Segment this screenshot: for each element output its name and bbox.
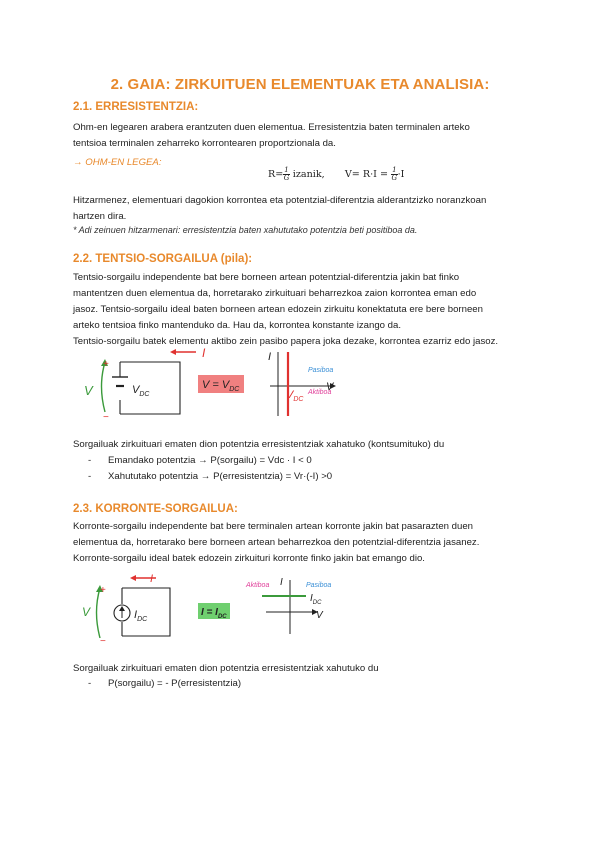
paragraph-line: Ohm-en legearen arabera erantzuten duen elementua. Erresistentzia baten terminalen arteko xyxy=(73,122,470,133)
list-item: - P(sorgailu) = - P(erresistentzia) xyxy=(88,678,242,689)
graph-bottom-labels xyxy=(280,382,380,404)
fraction-numerator: 1 xyxy=(284,166,289,174)
plus-sign: + xyxy=(103,359,109,370)
formula-part: R= xyxy=(268,169,284,180)
pasiboa-label: Pasiboa xyxy=(306,582,332,589)
page-title: 2. GAIA: ZIRKUITUEN ELEMENTUAK ETA ANALISIA: xyxy=(110,76,490,93)
paragraph-line: Korronte-sorgailu independente bat bere terminalen artean korronte jakin bat pasarazten duen xyxy=(73,521,474,532)
ohm-law-label: → OHM-EN LEGEA: xyxy=(73,157,162,168)
current-arrow-head xyxy=(170,349,176,355)
current-arrow-head xyxy=(130,575,136,581)
section-heading-tentsio-sorgailua: 2.2. TENTSIO-SORGAILUA (pila): xyxy=(73,253,253,265)
voltage-label: V xyxy=(84,383,93,398)
paragraph-line: hartzen dira. xyxy=(73,211,127,222)
plus-sign: + xyxy=(100,585,106,596)
voltage-source-figure xyxy=(70,342,390,423)
paragraph-line: Korronte-sorgailu ideal batek edozein zirkuituri korronte finko jakin bat emango dio. xyxy=(73,553,425,564)
minus-sign: − xyxy=(100,636,106,647)
paragraph-line: Tentsio-sorgailu batek elementu aktibo zein pasibo papera joka dezake, korrontea ezarriz edo jasoz. xyxy=(73,336,499,347)
paragraph-line: Sorgailuak zirkuituari ematen dion potentzia erresistentziak xahatuko (kontsumituko) du xyxy=(73,439,445,450)
paragraph-line: mantentzen duen elementua da, horretarako zirkuituari beharrezkoa zaion korrontea eman edo xyxy=(73,288,477,299)
fraction-denominator: G xyxy=(283,174,290,182)
graph-v-label: V xyxy=(326,381,334,393)
list-item-text: Emandako potentzia → P(sorgailu) = Vdc · I < 0 xyxy=(108,455,312,466)
list-item: - Xahututako potentzia → P(erresistentzia) = Vr·(-I) >0 xyxy=(88,471,333,482)
list-item-text: P(sorgailu) = - P(erresistentzia) xyxy=(108,678,242,689)
pasiboa-label: Pasiboa xyxy=(308,367,334,374)
vdc-label: $V_{DC}$ xyxy=(132,384,150,398)
list-item: - Emandako potentzia → P(sorgailu) = Vdc · I < 0 xyxy=(88,455,312,466)
list-item-text: Xahututako potentzia → P(erresistentzia) = Vr·(-I) >0 xyxy=(108,471,333,482)
current-label: I xyxy=(202,346,206,360)
formula-part: ·I xyxy=(397,169,405,180)
voltage-label: V xyxy=(82,605,91,619)
sign-convention-note: * Adi zeinuen hitzarmenari: erresistentzia baten xahututako potentzia beti positiboa da. xyxy=(73,225,418,235)
paragraph-line: Tentsio-sorgailu independente bat bere borneen artean potentzial-diferentzia jakin bat finko xyxy=(73,272,460,283)
paragraph-line: tentsioa terminalen zeharreko korrontearen proportzionala da. xyxy=(73,138,336,149)
section-heading-erresistentzia: 2.1. ERRESISTENTZIA: xyxy=(73,101,199,113)
fraction-denominator: G xyxy=(391,174,398,182)
aktiboa-label: Aktiboa xyxy=(246,582,270,589)
vdc-axis-label: $V_{DC}$ xyxy=(286,389,304,403)
paragraph-line: elementua da, horretarako bere borneen artean beharrezkoa den potentzial-diferentzia jasanez. xyxy=(73,537,480,548)
paragraph-line: jasoz. Tentsio-sorgailu ideal baten borneen artean edozein zirkuitu konektatuta ere bere borneen xyxy=(73,304,483,315)
fraction-numerator: 1 xyxy=(392,166,397,174)
idc-axis-label: $I_{DC}$ xyxy=(310,593,322,606)
graph-i-label: I xyxy=(268,351,272,363)
paragraph-line: Sorgailuak zirkuituari ematen dion potentzia erresistentziak xahutuko du xyxy=(73,663,379,674)
ohm-formula xyxy=(268,167,404,182)
current-source-figure xyxy=(70,568,390,647)
equation-text: $V = V_{DC}$ xyxy=(202,379,240,393)
aktiboa-label: Aktiboa xyxy=(308,389,332,396)
paragraph-line: Hitzarmenez, elementuari dagokion korrontea eta potentzial-diferentzia alderantzizko noranzkoan xyxy=(73,195,487,206)
formula-part: V= R·I = xyxy=(344,169,392,180)
circuit-wire xyxy=(120,362,180,414)
idc-label: $I_{DC}$ xyxy=(134,609,148,623)
current-label: I xyxy=(150,573,154,585)
paragraph-line: arteko tentsioa finko mantenduko da. Hau da, korrontea konstante izango da. xyxy=(73,320,402,331)
section-heading-korronte-sorgailua: 2.3. KORRONTE-SORGAILUA: xyxy=(73,503,238,515)
equation-text: $I = I_{DC}$ xyxy=(201,607,227,620)
minus-sign: − xyxy=(103,412,109,423)
graph-v-label: V xyxy=(316,610,323,621)
formula-part: izanik, xyxy=(289,169,325,180)
graph-i-label: I xyxy=(280,577,283,588)
